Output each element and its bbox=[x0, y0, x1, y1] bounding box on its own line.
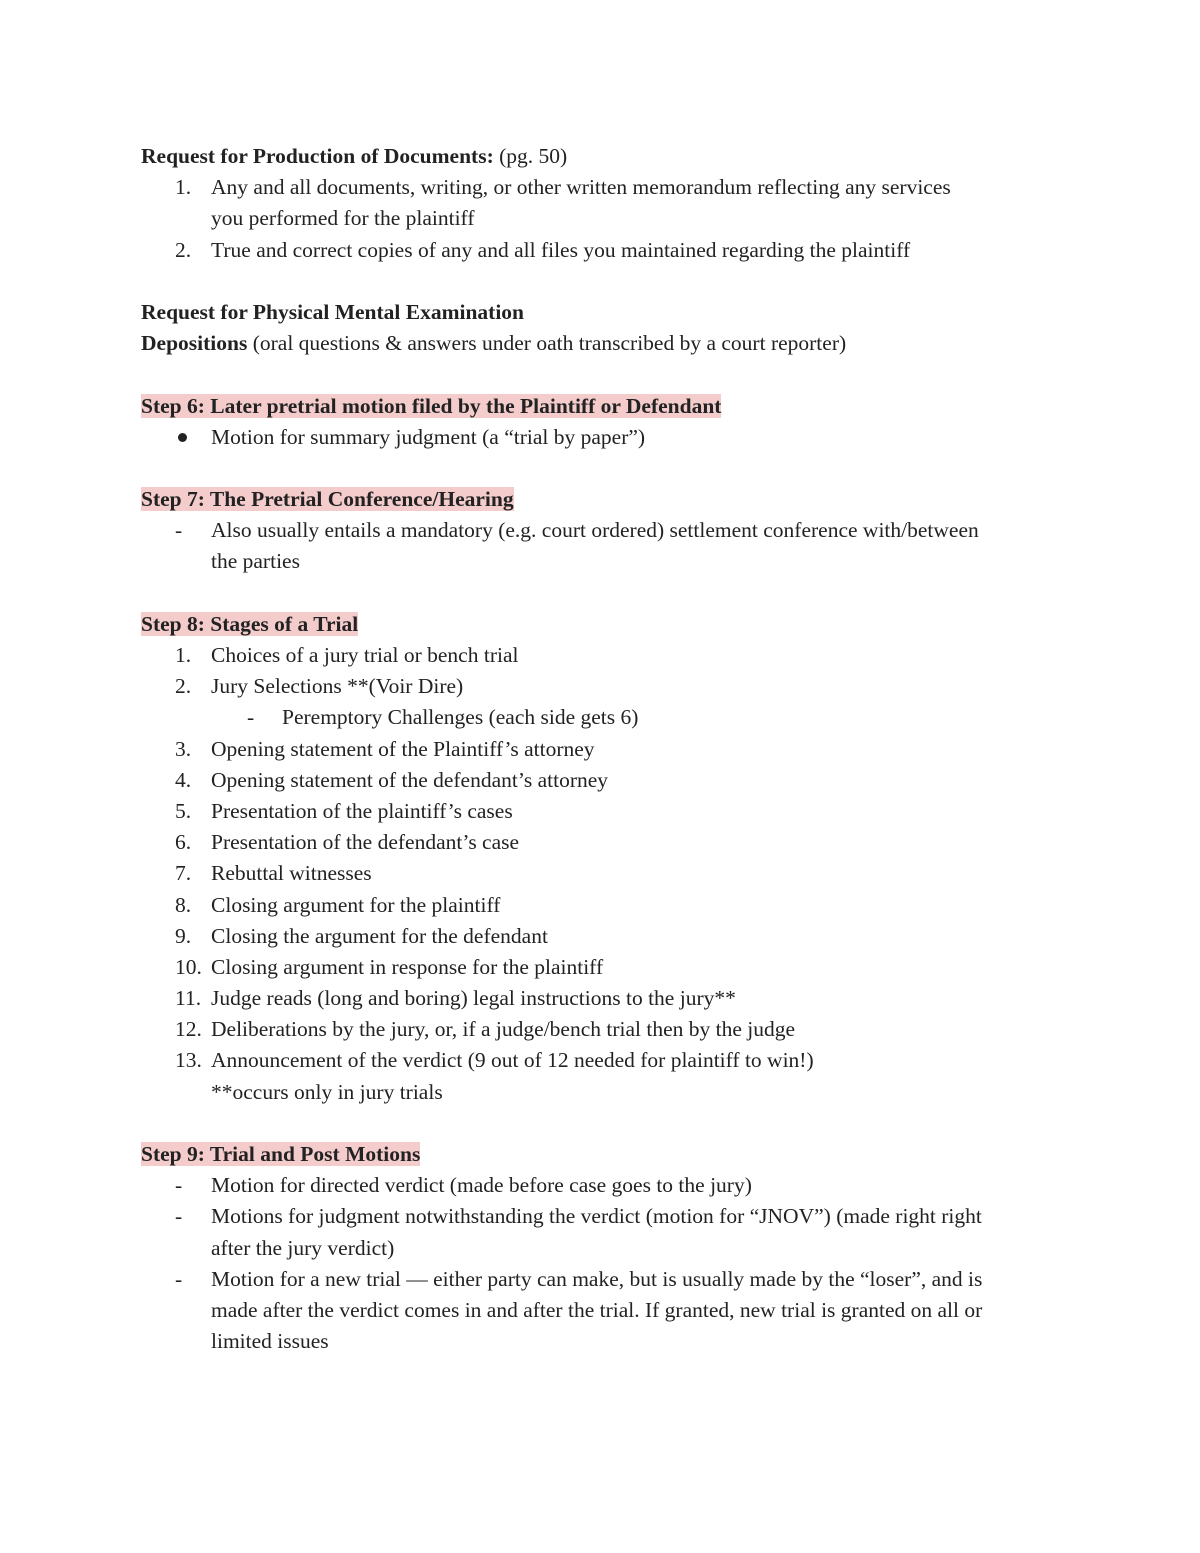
list-item-continuation: after the jury verdict) bbox=[211, 1235, 395, 1260]
exam-heading: Request for Physical Mental Examination bbox=[141, 299, 525, 324]
dash-marker: - bbox=[175, 1173, 183, 1198]
list-number: 9. bbox=[175, 923, 192, 948]
list-item-text: Closing argument in response for the plaintiff bbox=[211, 954, 604, 979]
list-number: 10. bbox=[175, 954, 202, 979]
list-item bbox=[141, 1170, 1071, 1201]
step7-heading: Step 7: The Pretrial Conference/Hearing bbox=[141, 487, 514, 512]
list-number: 2. bbox=[175, 237, 192, 262]
dash-marker: - bbox=[175, 518, 183, 543]
step8-heading: Step 8: Stages of a Trial bbox=[141, 611, 359, 636]
list-item bbox=[141, 640, 1071, 671]
step9-heading-row bbox=[141, 1139, 1071, 1170]
list-item bbox=[141, 1264, 1071, 1295]
list-item-text: Motion for a new trial — either party can make, but is usually made by the “loser”, and is bbox=[211, 1266, 983, 1291]
list-item bbox=[141, 671, 1071, 702]
list-item-text: Motions for judgment notwithstanding the verdict (motion for “JNOV”) (made right right bbox=[211, 1204, 982, 1229]
step6-heading-row bbox=[141, 391, 1071, 422]
list-item-text: Announcement of the verdict (9 out of 12 needed for plaintiff to win!) bbox=[211, 1048, 814, 1073]
list-item-text: Any and all documents, writing, or other written memorandum reflecting any services bbox=[211, 175, 951, 200]
rfp-page-ref: (pg. 50) bbox=[493, 144, 568, 168]
footnote: **occurs only in jury trials bbox=[211, 1079, 443, 1104]
step8-heading-row bbox=[141, 609, 1071, 640]
rfp-title: Request for Production of Documents: bbox=[141, 144, 494, 168]
list-item bbox=[141, 515, 1071, 546]
list-item-text: Jury Selections **(Voir Dire) bbox=[211, 674, 464, 699]
list-item bbox=[141, 1014, 1071, 1045]
list-item bbox=[141, 858, 1071, 889]
list-item-text: Opening statement of the Plaintiff’s attorney bbox=[211, 736, 595, 761]
list-item bbox=[141, 734, 1071, 765]
list-number: 2. bbox=[175, 674, 192, 699]
list-item-text: Closing the argument for the defendant bbox=[211, 923, 548, 948]
list-item-text: Also usually entails a mandatory (e.g. court ordered) settlement conference with/between bbox=[211, 518, 979, 543]
list-item bbox=[141, 765, 1071, 796]
step9-heading: Step 9: Trial and Post Motions bbox=[141, 1142, 421, 1166]
list-item bbox=[141, 890, 1071, 921]
list-item-text: Presentation of the defendant’s case bbox=[211, 830, 520, 855]
list-item-text: Judge reads (long and boring) legal instructions to the jury** bbox=[211, 986, 736, 1011]
list-item bbox=[141, 827, 1071, 858]
list-item bbox=[141, 1045, 1071, 1076]
list-item-text: Presentation of the plaintiff’s cases bbox=[211, 798, 513, 823]
list-item bbox=[141, 796, 1071, 827]
dash-marker: - bbox=[175, 1204, 183, 1229]
depositions-desc: (oral questions & answers under oath transcribed by a court reporter) bbox=[247, 331, 847, 356]
step7-heading-row bbox=[141, 484, 1071, 515]
list-item-continuation: limited issues bbox=[211, 1329, 329, 1354]
list-number: 4. bbox=[175, 767, 192, 792]
sub-list-item bbox=[141, 702, 1071, 733]
list-number: 3. bbox=[175, 736, 192, 761]
list-item-text: Motion for summary judgment (a “trial by paper”) bbox=[211, 424, 646, 449]
list-number: 5. bbox=[175, 798, 192, 823]
list-item-text: Rebuttal witnesses bbox=[211, 861, 372, 886]
list-item bbox=[141, 952, 1071, 983]
list-number: 13. bbox=[175, 1048, 202, 1073]
list-item-text: Opening statement of the defendant’s attorney bbox=[211, 767, 609, 792]
list-item-text: Peremptory Challenges (each side gets 6) bbox=[282, 705, 639, 730]
list-number: 11. bbox=[175, 986, 202, 1011]
list-item bbox=[141, 983, 1071, 1014]
depositions-title: Depositions bbox=[141, 331, 248, 356]
list-item bbox=[141, 422, 1071, 453]
list-number: 1. bbox=[175, 175, 192, 200]
list-number: 7. bbox=[175, 861, 192, 886]
step6-heading: Step 6: Later pretrial motion filed by the Plaintiff or Defendant bbox=[141, 393, 722, 418]
dash-marker: - bbox=[247, 705, 255, 730]
list-item-continuation: made after the verdict comes in and after the trial. If granted, new trial is granted on all or bbox=[211, 1297, 983, 1322]
list-item-text: Closing argument for the plaintiff bbox=[211, 892, 501, 917]
list-number: 12. bbox=[175, 1017, 202, 1042]
rfp-heading bbox=[141, 141, 1071, 172]
list-number: 1. bbox=[175, 643, 192, 667]
list-item bbox=[141, 235, 1071, 266]
list-item-continuation: you performed for the plaintiff bbox=[211, 206, 475, 231]
list-item bbox=[141, 172, 1071, 203]
list-item-text: Motion for directed verdict (made before case goes to the jury) bbox=[211, 1173, 752, 1198]
dash-marker: - bbox=[175, 1266, 183, 1291]
list-item-continuation: the parties bbox=[211, 549, 300, 574]
list-item-text: True and correct copies of any and all files you maintained regarding the plaintiff bbox=[211, 237, 911, 262]
list-item-text: Deliberations by the jury, or, if a judge/bench trial then by the judge bbox=[211, 1017, 796, 1042]
depositions-line bbox=[141, 328, 1071, 359]
list-item bbox=[141, 921, 1071, 952]
list-number: 6. bbox=[175, 830, 192, 855]
list-item bbox=[141, 1201, 1071, 1232]
list-number: 8. bbox=[175, 892, 192, 917]
bullet-icon bbox=[178, 433, 187, 442]
document-content bbox=[141, 141, 1071, 1357]
list-item-text: Choices of a jury trial or bench trial bbox=[211, 643, 519, 667]
